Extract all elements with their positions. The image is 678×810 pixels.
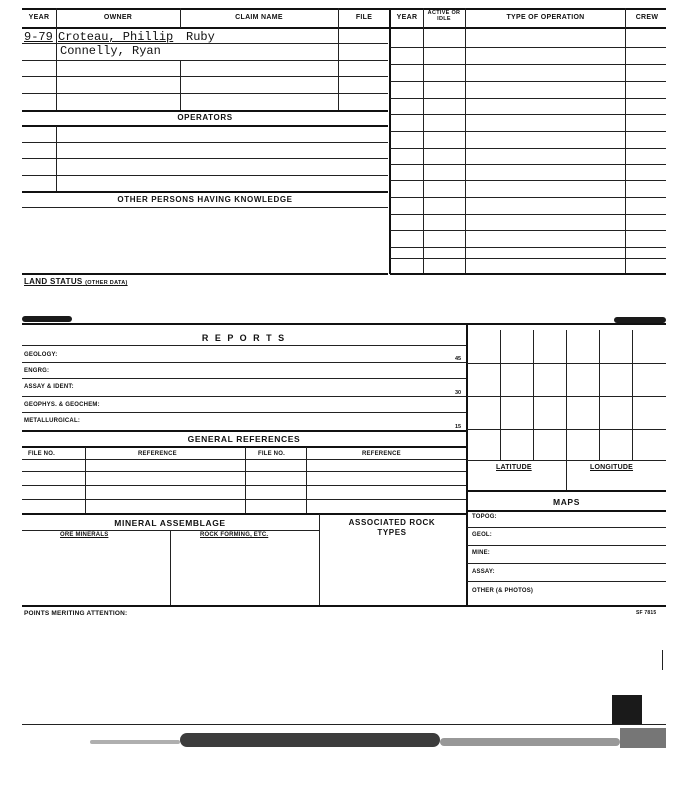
scan-mark bbox=[612, 695, 642, 725]
form-number: SF 7815 bbox=[636, 610, 657, 616]
grid-row bbox=[467, 396, 666, 397]
operators-row bbox=[22, 158, 388, 159]
report-geophys: GEOPHYS. & GEOCHEM: bbox=[24, 402, 100, 408]
ref-reference-2: REFERENCE bbox=[362, 451, 401, 457]
map-row bbox=[467, 545, 666, 546]
land-status-sub: (OTHER DATA) bbox=[85, 280, 128, 286]
right-row-line bbox=[390, 230, 666, 231]
right-row-line bbox=[390, 47, 666, 48]
operators-row bbox=[22, 175, 388, 176]
report-num-30: 30 bbox=[455, 390, 462, 396]
ref-row bbox=[22, 485, 466, 486]
right-row-line bbox=[390, 197, 666, 198]
ref-col-sep bbox=[245, 447, 246, 513]
report-row bbox=[22, 362, 466, 363]
other-persons-bottom bbox=[22, 273, 388, 275]
row-line bbox=[22, 76, 388, 77]
map-geol: GEOL: bbox=[472, 532, 492, 538]
entry-year: 9-79 bbox=[24, 30, 53, 44]
report-num-15: 15 bbox=[455, 424, 462, 430]
header-sep bbox=[338, 8, 339, 28]
header-type-operation: TYPE OF OPERATION bbox=[506, 14, 585, 21]
longitude-label: LONGITUDE bbox=[590, 464, 634, 471]
row-line bbox=[22, 110, 388, 112]
map-row bbox=[467, 563, 666, 564]
operators-underline bbox=[22, 125, 388, 127]
scan-mark bbox=[22, 316, 72, 322]
entry-owner-1: Croteau, Phillip bbox=[58, 30, 174, 44]
right-row-line bbox=[390, 81, 666, 82]
header-claim-name: CLAIM NAME bbox=[235, 14, 283, 21]
ref-file-no-2: FILE NO. bbox=[258, 451, 285, 457]
scan-mark bbox=[662, 650, 663, 670]
ref-reference: REFERENCE bbox=[138, 451, 177, 457]
map-row bbox=[467, 527, 666, 528]
right-row-line bbox=[390, 114, 666, 115]
right-row-line bbox=[390, 131, 666, 132]
general-references-heading: GENERAL REFERENCES bbox=[187, 434, 301, 444]
mineral-col-sep bbox=[170, 531, 171, 606]
row-line bbox=[22, 60, 388, 61]
report-metallurgical: METALLURGICAL: bbox=[24, 418, 81, 424]
reports-top-line bbox=[22, 323, 666, 325]
entry-claim-name: Ruby bbox=[186, 30, 215, 44]
scan-noise-band bbox=[440, 738, 620, 746]
report-row bbox=[22, 412, 466, 413]
header-year-2: YEAR bbox=[396, 14, 418, 21]
ref-col-sep bbox=[85, 447, 86, 513]
report-row bbox=[22, 430, 466, 432]
grid-col bbox=[566, 330, 567, 490]
associated-rock-types-heading: ASSOCIATED ROCK TYPES bbox=[348, 518, 436, 537]
reports-heading: R E P O R T S bbox=[201, 333, 287, 343]
right-row-line bbox=[390, 164, 666, 165]
land-status-label bbox=[24, 277, 128, 286]
claim-col-sep bbox=[180, 60, 181, 111]
report-row bbox=[22, 396, 466, 397]
report-row bbox=[22, 378, 466, 379]
ref-bottom bbox=[22, 513, 466, 515]
operators-row bbox=[22, 191, 388, 193]
header-crew: CREW bbox=[635, 14, 659, 21]
coords-bottom bbox=[467, 490, 666, 492]
points-meriting-label: POINTS MERITING ATTENTION: bbox=[24, 610, 128, 617]
ref-row bbox=[22, 499, 466, 500]
other-persons-heading: OTHER PERSONS HAVING KNOWLEDGE bbox=[117, 195, 293, 204]
header-active-idle: ACTIVE OR IDLE bbox=[427, 10, 461, 22]
map-row bbox=[467, 581, 666, 582]
ref-col-sep bbox=[306, 447, 307, 513]
map-assay: ASSAY: bbox=[472, 569, 495, 575]
mineral-bottom bbox=[22, 605, 666, 607]
map-topog: TOPOG: bbox=[472, 514, 497, 520]
scan-mark bbox=[22, 724, 666, 725]
latitude-label: LATITUDE bbox=[496, 464, 532, 471]
operators-col-sep bbox=[56, 126, 57, 192]
ref-file-no: FILE NO. bbox=[28, 451, 55, 457]
header-file: FILE bbox=[355, 14, 373, 21]
report-engrg: ENGRG: bbox=[24, 368, 50, 374]
owner-col-sep bbox=[56, 27, 57, 111]
grid-row bbox=[467, 460, 666, 461]
ore-minerals-label: ORE MINERALS bbox=[60, 532, 109, 538]
right-row-line bbox=[390, 214, 666, 215]
rock-forming-label: ROCK FORMING, ETC. bbox=[200, 532, 269, 538]
map-other: OTHER (& PHOTOS) bbox=[472, 588, 534, 594]
file-col-sep bbox=[338, 27, 339, 111]
mineral-right-sep bbox=[319, 514, 320, 606]
map-mine: MINE: bbox=[472, 550, 490, 556]
grid-col bbox=[500, 330, 501, 460]
report-geology: GEOLOGY: bbox=[24, 352, 58, 358]
entry-owner-2: Connelly, Ryan bbox=[60, 44, 161, 58]
scan-noise-band bbox=[620, 728, 666, 748]
reports-underline bbox=[22, 345, 466, 346]
row-line bbox=[22, 93, 388, 94]
report-num-45: 45 bbox=[455, 356, 462, 362]
grid-col bbox=[599, 330, 600, 460]
operators-heading: OPERATORS bbox=[177, 113, 233, 122]
scan-noise-band bbox=[180, 733, 440, 747]
header-underline bbox=[22, 27, 666, 29]
land-status-text: LAND STATUS bbox=[24, 277, 83, 286]
right-row-line bbox=[390, 180, 666, 181]
ref-row bbox=[22, 471, 466, 472]
right-bottom-line bbox=[390, 273, 666, 275]
header-sep bbox=[56, 8, 57, 28]
right-row-line bbox=[390, 148, 666, 149]
right-row-line bbox=[390, 98, 666, 99]
references-underline bbox=[22, 446, 466, 448]
grid-row bbox=[467, 363, 666, 364]
header-sep bbox=[180, 8, 181, 28]
maps-underline bbox=[467, 510, 666, 512]
right-row-line bbox=[390, 64, 666, 65]
grid-col bbox=[632, 330, 633, 460]
operators-row bbox=[22, 142, 388, 143]
other-persons-underline bbox=[22, 207, 388, 208]
header-year: YEAR bbox=[28, 14, 50, 21]
grid-col bbox=[533, 330, 534, 460]
report-assay: ASSAY & IDENT: bbox=[24, 384, 74, 390]
mineral-assemblage-heading: MINERAL ASSEMBLAGE bbox=[114, 518, 226, 528]
right-row-line bbox=[390, 258, 666, 259]
scan-noise-band bbox=[90, 740, 180, 744]
ref-row bbox=[22, 459, 466, 460]
right-row-line bbox=[390, 247, 666, 248]
header-owner: OWNER bbox=[103, 14, 133, 21]
grid-row bbox=[467, 429, 666, 430]
maps-heading: MAPS bbox=[553, 497, 580, 507]
top-border bbox=[22, 8, 666, 10]
